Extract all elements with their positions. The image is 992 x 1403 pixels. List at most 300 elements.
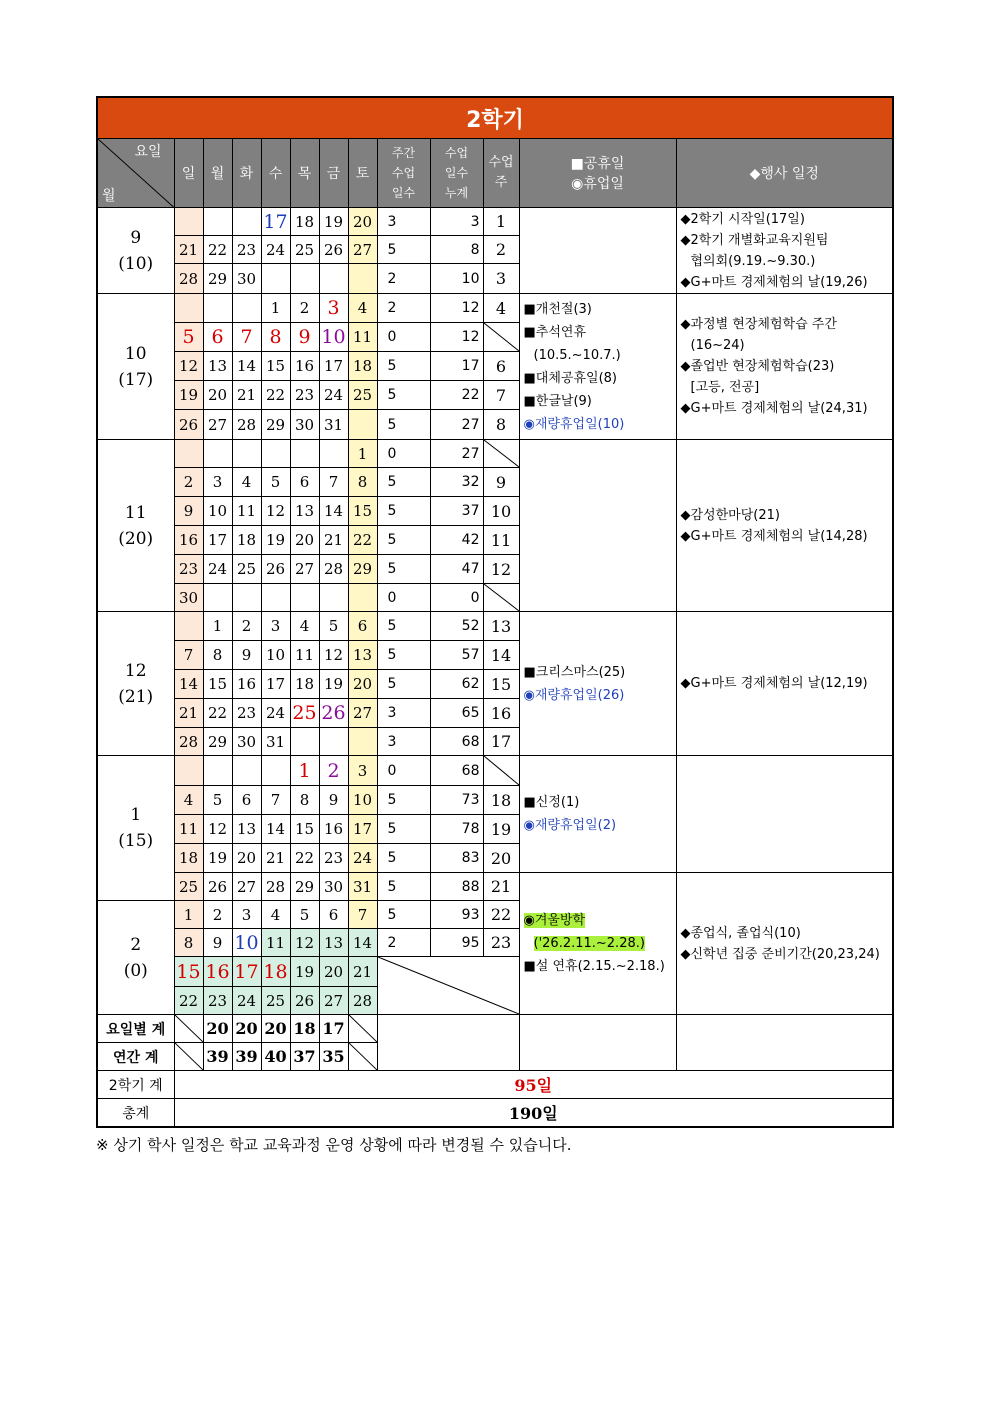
date-cell: 20 (348, 208, 377, 236)
cumulative-school-days: 68 (430, 756, 483, 786)
weekly-school-days: 2 (377, 264, 430, 294)
date-cell (232, 756, 261, 786)
date-cell: 8 (261, 323, 290, 352)
blank-cell (676, 1015, 893, 1071)
event-schedule-dec (676, 612, 893, 756)
blank-diagonal-cell (174, 1043, 203, 1071)
week-number: 10 (483, 497, 519, 526)
date-cell: 29 (203, 264, 232, 294)
date-cell: 22 (290, 844, 319, 873)
date-cell: 29 (348, 555, 377, 584)
weekly-school-days: 0 (377, 584, 430, 612)
month-school-days: (20) (118, 528, 154, 549)
annual-total-value: 40 (261, 1043, 290, 1071)
holiday-notes-sep (519, 208, 676, 294)
weekly-school-days: 5 (377, 555, 430, 584)
date-cell: 2 (290, 294, 319, 323)
event-line: ◆2학기 시작일(17일) (680, 211, 805, 227)
weekly-school-days: 3 (377, 208, 430, 236)
highlight: ◉겨울방학 (523, 913, 586, 928)
date-cell: 30 (290, 410, 319, 440)
date-cell: 1 (290, 756, 319, 786)
date-cell: 13 (348, 641, 377, 670)
date-cell: 9 (203, 929, 232, 957)
week-number: 11 (483, 526, 519, 555)
event-line: ◆2학기 개별화교육지원팀 (680, 232, 829, 248)
weekly-school-days: 5 (377, 815, 430, 844)
cumulative-school-days: 42 (430, 526, 483, 555)
blank-diagonal-cell (348, 1015, 377, 1043)
month-label-oct (97, 294, 174, 440)
event-line: [고등, 전공] (690, 380, 760, 395)
date-cell: 3 (232, 901, 261, 929)
week-number: 22 (483, 901, 519, 929)
date-cell: 21 (232, 381, 261, 410)
date-cell: 21 (174, 699, 203, 728)
weekly-school-days: 5 (377, 236, 430, 264)
date-cell: 16 (290, 352, 319, 381)
event-line: ◆감성한마당(21) (680, 507, 780, 523)
date-cell: 9 (232, 641, 261, 670)
cumulative-school-days: 65 (430, 699, 483, 728)
date-cell: 6 (319, 901, 348, 929)
by-day-total-value: 18 (290, 1015, 319, 1043)
date-cell: 5 (174, 323, 203, 352)
event-line: ◆G+마트 경제체험의 날(19,26) (680, 274, 868, 290)
date-cell (203, 208, 232, 236)
date-cell: 17 (319, 352, 348, 381)
event-line: ◆졸업반 현장체험학습(23) (680, 359, 835, 374)
header-week-number: 수업 주 (483, 139, 519, 208)
weekly-school-days: 2 (377, 294, 430, 323)
cumulative-school-days: 83 (430, 844, 483, 873)
month-label-sep (97, 208, 174, 294)
date-cell (348, 264, 377, 294)
week-number: 6 (483, 352, 519, 381)
date-cell (174, 294, 203, 323)
date-cell: 14 (174, 670, 203, 699)
event-schedule-oct (676, 294, 893, 440)
date-cell: 16 (232, 670, 261, 699)
by-day-total-value: 17 (319, 1015, 348, 1043)
week-number: 7 (483, 381, 519, 410)
holiday-note-line: ■대체공휴일(8) (523, 370, 617, 386)
date-cell: 23 (290, 381, 319, 410)
date-cell: 6 (232, 786, 261, 815)
holiday-note-line: ◉재량휴업일(10) (523, 416, 625, 432)
date-cell: 25 (348, 381, 377, 410)
date-cell: 26 (290, 987, 319, 1015)
date-cell: 22 (203, 699, 232, 728)
event-line: ◆종업식, 졸업식(10) (680, 925, 801, 941)
week-number: 3 (483, 264, 519, 294)
header-tue: 화 (232, 139, 261, 208)
month-number: 12 (124, 660, 147, 681)
blank-cell (519, 1015, 676, 1071)
date-cell: 8 (348, 468, 377, 497)
date-cell: 30 (232, 264, 261, 294)
date-cell (319, 440, 348, 468)
highlight: ('26.2.11.~2.28.) (533, 936, 645, 951)
date-cell (290, 584, 319, 612)
date-cell: 20 (290, 526, 319, 555)
month-school-days: (0) (123, 960, 148, 981)
date-cell (232, 208, 261, 236)
date-cell: 30 (174, 584, 203, 612)
date-cell: 30 (232, 728, 261, 756)
week-number: 1 (483, 208, 519, 236)
weekly-school-days: 0 (377, 323, 430, 352)
event-line: ◆G+마트 경제체험의 날(12,19) (680, 676, 868, 691)
date-cell: 4 (348, 294, 377, 323)
cumulative-school-days: 95 (430, 929, 483, 957)
date-cell (174, 208, 203, 236)
cumulative-school-days: 12 (430, 294, 483, 323)
date-cell: 18 (348, 352, 377, 381)
date-cell: 13 (290, 497, 319, 526)
date-cell (203, 756, 232, 786)
week-number: 14 (483, 641, 519, 670)
date-cell: 14 (348, 929, 377, 957)
cumulative-school-days: 52 (430, 612, 483, 641)
holiday-note-line: ◉재량휴업일(26) (523, 687, 625, 703)
header-events: ◆행사 일정 (676, 139, 893, 208)
date-cell: 10 (232, 929, 261, 957)
date-cell: 11 (174, 815, 203, 844)
date-cell: 15 (174, 957, 203, 987)
date-cell: 8 (174, 929, 203, 957)
date-cell: 7 (348, 901, 377, 929)
date-cell (203, 584, 232, 612)
event-schedule-feb (676, 873, 893, 1015)
date-cell: 8 (290, 786, 319, 815)
date-cell: 23 (319, 844, 348, 873)
month-number: 10 (124, 343, 147, 364)
date-cell: 23 (232, 236, 261, 264)
date-cell: 22 (203, 236, 232, 264)
date-cell: 11 (261, 929, 290, 957)
weekly-school-days: 5 (377, 901, 430, 929)
week-number: 21 (483, 873, 519, 901)
cumulative-school-days: 0 (430, 584, 483, 612)
month-label-dec (97, 612, 174, 756)
week-number: 17 (483, 728, 519, 756)
annual-total-value: 37 (290, 1043, 319, 1071)
cumulative-school-days: 10 (430, 264, 483, 294)
date-cell: 13 (203, 352, 232, 381)
date-cell: 18 (290, 208, 319, 236)
holiday-note-line: ■한글날(9) (523, 393, 592, 409)
date-cell: 17 (348, 815, 377, 844)
weekly-school-days: 5 (377, 497, 430, 526)
header-mon: 월 (203, 139, 232, 208)
event-line: (16~24) (690, 338, 745, 353)
date-cell: 4 (261, 901, 290, 929)
header-holidays-line1: ■공휴일 (570, 156, 625, 172)
cumulative-school-days: 78 (430, 815, 483, 844)
date-cell (232, 440, 261, 468)
date-cell: 6 (348, 612, 377, 641)
blank-diagonal-cell (174, 1015, 203, 1043)
header-holidays (519, 139, 676, 208)
date-cell: 25 (290, 236, 319, 264)
date-cell: 30 (319, 873, 348, 901)
month-number: 2 (130, 934, 142, 955)
date-cell: 16 (203, 957, 232, 987)
date-cell: 3 (203, 468, 232, 497)
cumulative-school-days: 68 (430, 728, 483, 756)
date-cell: 1 (174, 901, 203, 929)
date-cell: 24 (261, 236, 290, 264)
weekly-school-days: 3 (377, 728, 430, 756)
date-cell: 21 (319, 526, 348, 555)
date-cell: 3 (319, 294, 348, 323)
holiday-note-line (524, 909, 676, 932)
date-cell: 18 (232, 526, 261, 555)
date-cell: 10 (319, 323, 348, 352)
date-cell: 5 (203, 786, 232, 815)
month-label-feb (97, 901, 174, 1015)
date-cell: 26 (319, 236, 348, 264)
weekly-school-days: 5 (377, 844, 430, 873)
date-cell: 29 (261, 410, 290, 440)
date-cell (174, 612, 203, 641)
date-cell: 23 (232, 699, 261, 728)
week-number: 16 (483, 699, 519, 728)
week-number: 12 (483, 555, 519, 584)
date-cell (290, 264, 319, 294)
date-cell: 28 (261, 873, 290, 901)
date-cell: 12 (174, 352, 203, 381)
date-cell: 21 (174, 236, 203, 264)
cumulative-school-days: 12 (430, 323, 483, 352)
date-cell: 19 (203, 844, 232, 873)
date-cell: 28 (174, 264, 203, 294)
week-number (483, 584, 519, 612)
weekly-school-days: 5 (377, 670, 430, 699)
date-cell: 22 (261, 381, 290, 410)
date-cell: 29 (290, 873, 319, 901)
date-cell: 4 (174, 786, 203, 815)
date-cell: 27 (319, 987, 348, 1015)
date-cell (319, 728, 348, 756)
date-cell: 18 (174, 844, 203, 873)
annual-total-value: 35 (319, 1043, 348, 1071)
date-cell (348, 410, 377, 440)
cumulative-school-days: 17 (430, 352, 483, 381)
semester-title: 2학기 (97, 97, 893, 139)
date-cell: 5 (261, 468, 290, 497)
holiday-note-line: ◉재량휴업일(2) (523, 818, 617, 833)
date-cell (261, 440, 290, 468)
date-cell: 1 (261, 294, 290, 323)
date-cell: 4 (232, 468, 261, 497)
date-cell: 27 (348, 236, 377, 264)
week-number: 23 (483, 929, 519, 957)
date-cell: 14 (232, 352, 261, 381)
month-number: 11 (124, 502, 147, 523)
week-number (483, 323, 519, 352)
date-cell: 2 (174, 468, 203, 497)
weekly-school-days: 5 (377, 786, 430, 815)
event-line: ◆신학년 집중 준비기간(20,23,24) (680, 946, 880, 962)
annual-total-value: 39 (232, 1043, 261, 1071)
date-cell: 4 (290, 612, 319, 641)
date-cell: 31 (348, 873, 377, 901)
event-schedule-nov (676, 440, 893, 612)
grand-total-value: 190일 (174, 1099, 893, 1128)
date-cell: 28 (174, 728, 203, 756)
date-cell: 1 (203, 612, 232, 641)
date-cell (203, 440, 232, 468)
weekly-school-days: 2 (377, 929, 430, 957)
cumulative-school-days: 27 (430, 410, 483, 440)
date-cell: 31 (261, 728, 290, 756)
weekly-school-days: 3 (377, 699, 430, 728)
date-cell: 19 (174, 381, 203, 410)
by-day-total-label: 요일별 계 (97, 1015, 174, 1043)
date-cell: 9 (319, 786, 348, 815)
semester-total-label: 2학기 계 (97, 1071, 174, 1099)
month-weekday-corner-header (97, 139, 174, 208)
date-cell: 27 (203, 410, 232, 440)
weekly-school-days: 5 (377, 612, 430, 641)
cumulative-school-days: 57 (430, 641, 483, 670)
holiday-note-line: ■크리스마스(25) (523, 664, 626, 680)
month-label-jan (97, 756, 174, 901)
date-cell: 12 (290, 929, 319, 957)
date-cell: 25 (261, 987, 290, 1015)
date-cell: 7 (174, 641, 203, 670)
grand-total-label: 총계 (97, 1099, 174, 1128)
month-number: 1 (130, 805, 142, 825)
week-number: 19 (483, 815, 519, 844)
cumulative-school-days: 93 (430, 901, 483, 929)
date-cell (348, 728, 377, 756)
date-cell (203, 294, 232, 323)
month-number: 9 (130, 227, 142, 248)
holiday-note-line: ■추석연휴 (523, 324, 587, 340)
date-cell: 10 (203, 497, 232, 526)
header-holidays-line2: ◉휴업일 (571, 176, 624, 192)
month-corner-label: 월 (102, 188, 116, 204)
date-cell: 19 (319, 208, 348, 236)
blank-cell (377, 1015, 519, 1071)
date-cell: 24 (261, 699, 290, 728)
date-cell: 5 (290, 901, 319, 929)
week-number: 15 (483, 670, 519, 699)
date-cell: 6 (290, 468, 319, 497)
date-cell: 24 (232, 987, 261, 1015)
date-cell: 28 (319, 555, 348, 584)
date-cell: 19 (290, 957, 319, 987)
date-cell: 14 (261, 815, 290, 844)
date-cell: 15 (261, 352, 290, 381)
holiday-notes-feb (519, 873, 676, 1015)
date-cell: 7 (232, 323, 261, 352)
date-cell: 25 (290, 699, 319, 728)
event-line: 협의회(9.19.~9.30.) (690, 253, 816, 269)
date-cell: 10 (261, 641, 290, 670)
month-label-nov (97, 440, 174, 612)
weekly-school-days: 5 (377, 641, 430, 670)
date-cell: 23 (174, 555, 203, 584)
by-day-total-value: 20 (203, 1015, 232, 1043)
date-cell: 18 (261, 957, 290, 987)
month-school-days: (10) (118, 253, 154, 274)
date-cell: 27 (348, 699, 377, 728)
date-cell: 21 (348, 957, 377, 987)
date-cell: 16 (319, 815, 348, 844)
date-cell: 22 (348, 526, 377, 555)
date-cell: 29 (203, 728, 232, 756)
semester-total-value: 95일 (174, 1071, 893, 1099)
cumulative-school-days: 47 (430, 555, 483, 584)
by-day-total-value: 20 (261, 1015, 290, 1043)
cumulative-school-days: 3 (430, 208, 483, 236)
header-weekly-days: 주간 수업 일수 (377, 139, 430, 208)
date-cell: 28 (232, 410, 261, 440)
weekly-school-days: 5 (377, 468, 430, 497)
date-cell (290, 728, 319, 756)
date-cell: 2 (319, 756, 348, 786)
date-cell: 12 (261, 497, 290, 526)
date-cell: 17 (203, 526, 232, 555)
header-sun: 일 (174, 139, 203, 208)
date-cell: 12 (203, 815, 232, 844)
weekly-school-days: 0 (377, 440, 430, 468)
date-cell: 9 (290, 323, 319, 352)
date-cell: 31 (319, 410, 348, 440)
date-cell (232, 584, 261, 612)
weekly-school-days: 5 (377, 526, 430, 555)
date-cell (174, 756, 203, 786)
weekly-school-days: 5 (377, 381, 430, 410)
date-cell: 26 (203, 873, 232, 901)
date-cell: 19 (261, 526, 290, 555)
holiday-note-line: ■설 연휴(2.15.~2.18.) (523, 959, 665, 974)
date-cell: 7 (261, 786, 290, 815)
event-schedule-jan (676, 756, 893, 873)
date-cell: 26 (319, 699, 348, 728)
event-line: ◆과정별 현장체험학습 주간 (680, 317, 837, 332)
date-cell: 3 (261, 612, 290, 641)
date-cell: 1 (348, 440, 377, 468)
date-cell: 13 (319, 929, 348, 957)
date-cell: 26 (261, 555, 290, 584)
cumulative-school-days: 37 (430, 497, 483, 526)
event-line: ◆G+마트 경제체험의 날(14,28) (680, 528, 868, 544)
holiday-notes-nov (519, 440, 676, 612)
header-thu: 목 (290, 139, 319, 208)
date-cell: 20 (319, 957, 348, 987)
date-cell: 7 (319, 468, 348, 497)
date-cell (319, 264, 348, 294)
date-cell: 11 (232, 497, 261, 526)
week-number: 2 (483, 236, 519, 264)
date-cell: 25 (232, 555, 261, 584)
blank-diagonal-cell (348, 1043, 377, 1071)
weekday-corner-label: 요일 (134, 144, 162, 160)
event-line: ◆G+마트 경제체험의 날(24,31) (680, 401, 868, 416)
date-cell: 17 (261, 670, 290, 699)
date-cell: 27 (232, 873, 261, 901)
date-cell: 2 (232, 612, 261, 641)
cumulative-school-days: 62 (430, 670, 483, 699)
week-number (483, 440, 519, 468)
cumulative-school-days: 8 (430, 236, 483, 264)
date-cell: 21 (261, 844, 290, 873)
